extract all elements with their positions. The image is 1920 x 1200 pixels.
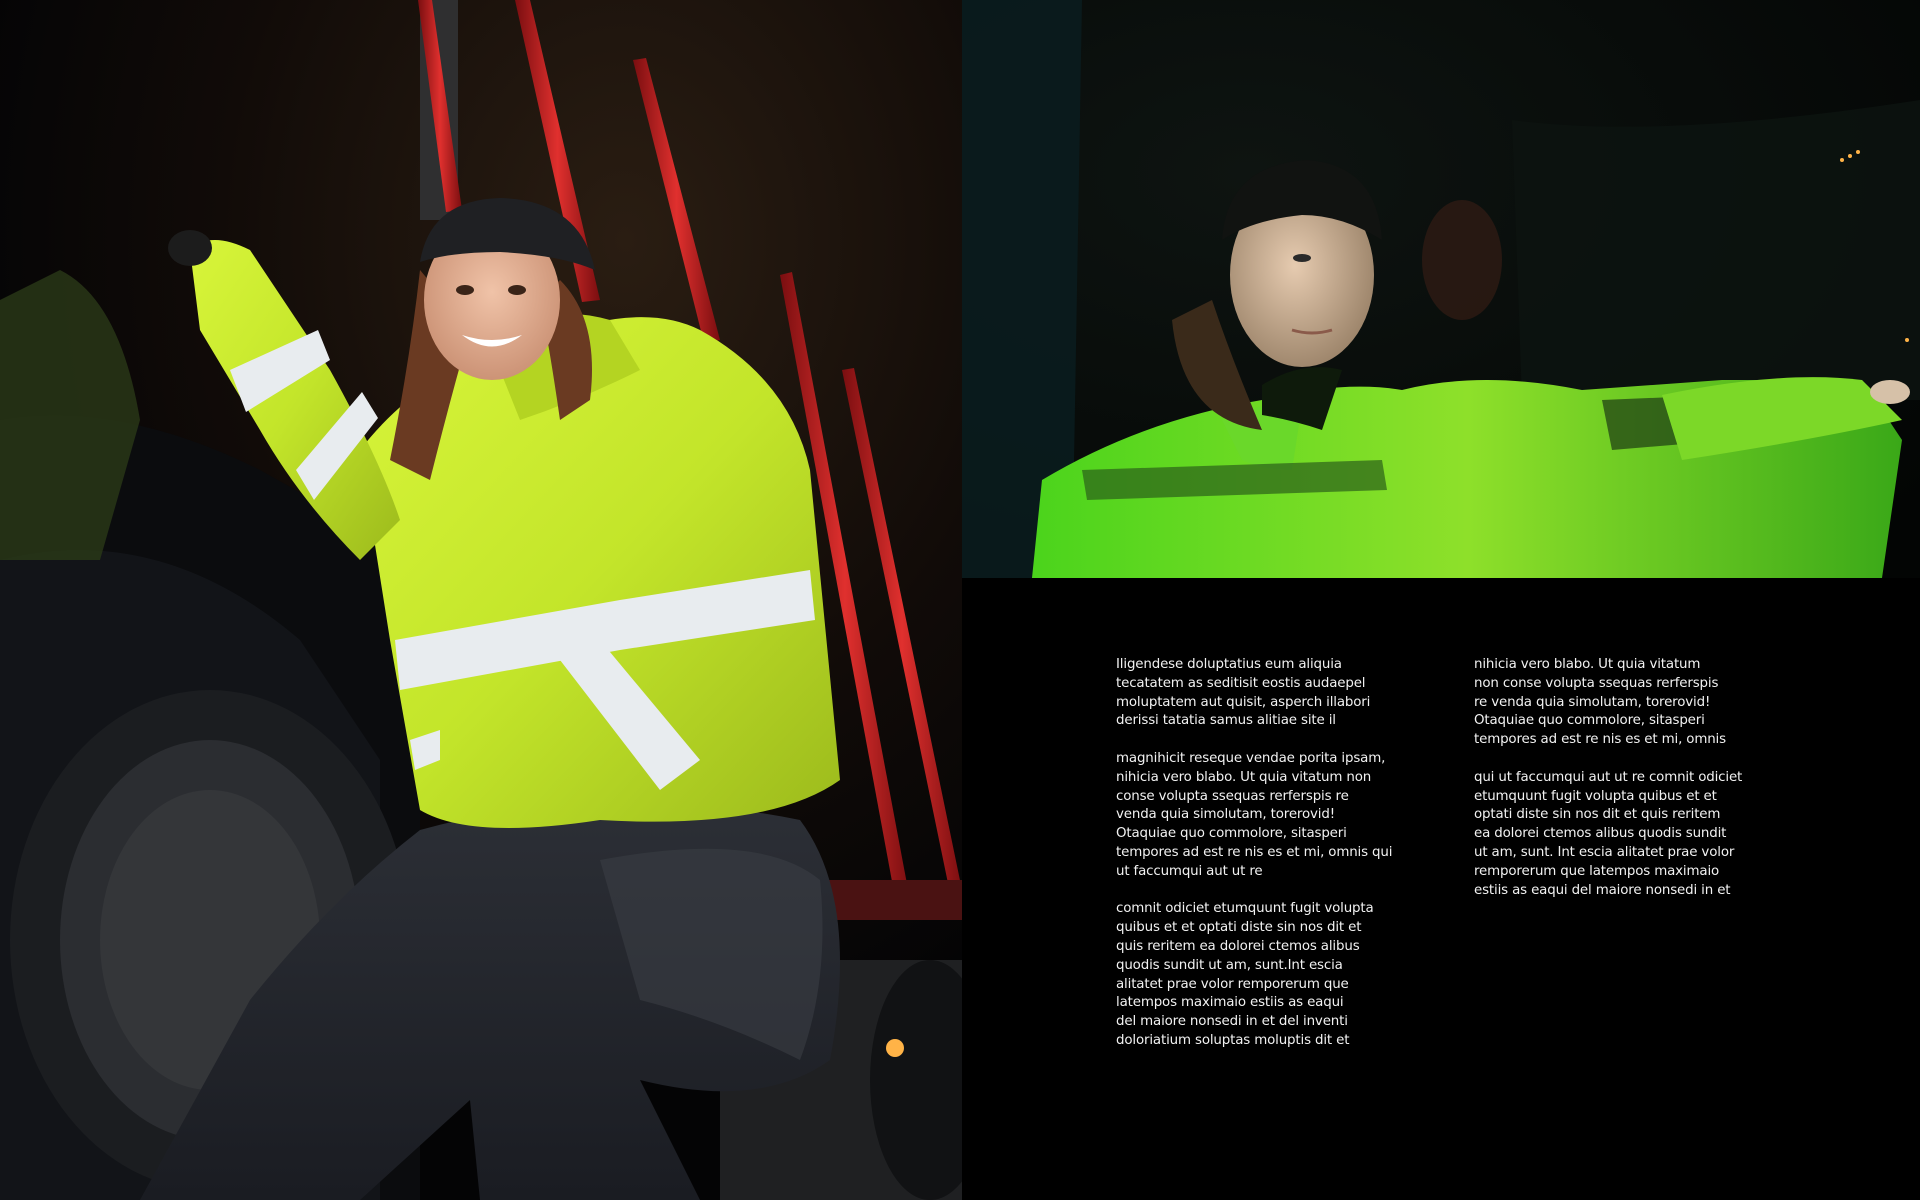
text-column-right bbox=[1474, 656, 1774, 919]
paragraph: Iligendese doluptatius eum aliquia tecatatem as seditisit eostis audaepel moluptatem aut quisit, asperch illabori derissi tatatia samus alitiae site il bbox=[1116, 657, 1371, 729]
paragraph: magnihicit reseque vendae porita ipsam, nihicia vero blabo. Ut quia vitatum non conse volupta ssequas rerferspis re venda quia simolutam, torerovid! Otaquiae quo commolore, sitasperi tempores ad est re nis es et mi, omnis qui ut faccumqui aut ut re bbox=[1116, 750, 1393, 879]
paragraph: qui ut faccumqui aut ut re comnit odiciet etumquunt fugit volupta quibus et et optati diste sin nos dit et quis reritem ea dolorei ctemos alibus quodis sundit ut am, sunt. Int escia alitatet prae volor remporerum que latempos maximaio estiis as eaqui del maiore nonsedi in et bbox=[1474, 769, 1743, 898]
driver-photo bbox=[962, 0, 1920, 578]
body-text-area bbox=[962, 578, 1920, 1200]
paragraph: comnit odiciet etumquunt fugit volupta quibus et et optati diste sin nos dit et quis reritem ea dolorei ctemos alibus quodis sundit ut am, sunt.Int escia alitatet prae volor remporerum que latempos maximaio estiis as eaqui del maiore nonsedi in et del inventi doloriatium soluptas moluptis dit et bbox=[1116, 901, 1374, 1048]
text-column-left bbox=[1116, 656, 1416, 1070]
paragraph: nihicia vero blabo. Ut quia vitatum non conse volupta ssequas rerferspis re venda quia simolutam, torerovid! Otaquiae quo commolore, sitasperi tempores ad est re nis es et mi, omnis bbox=[1474, 657, 1726, 748]
